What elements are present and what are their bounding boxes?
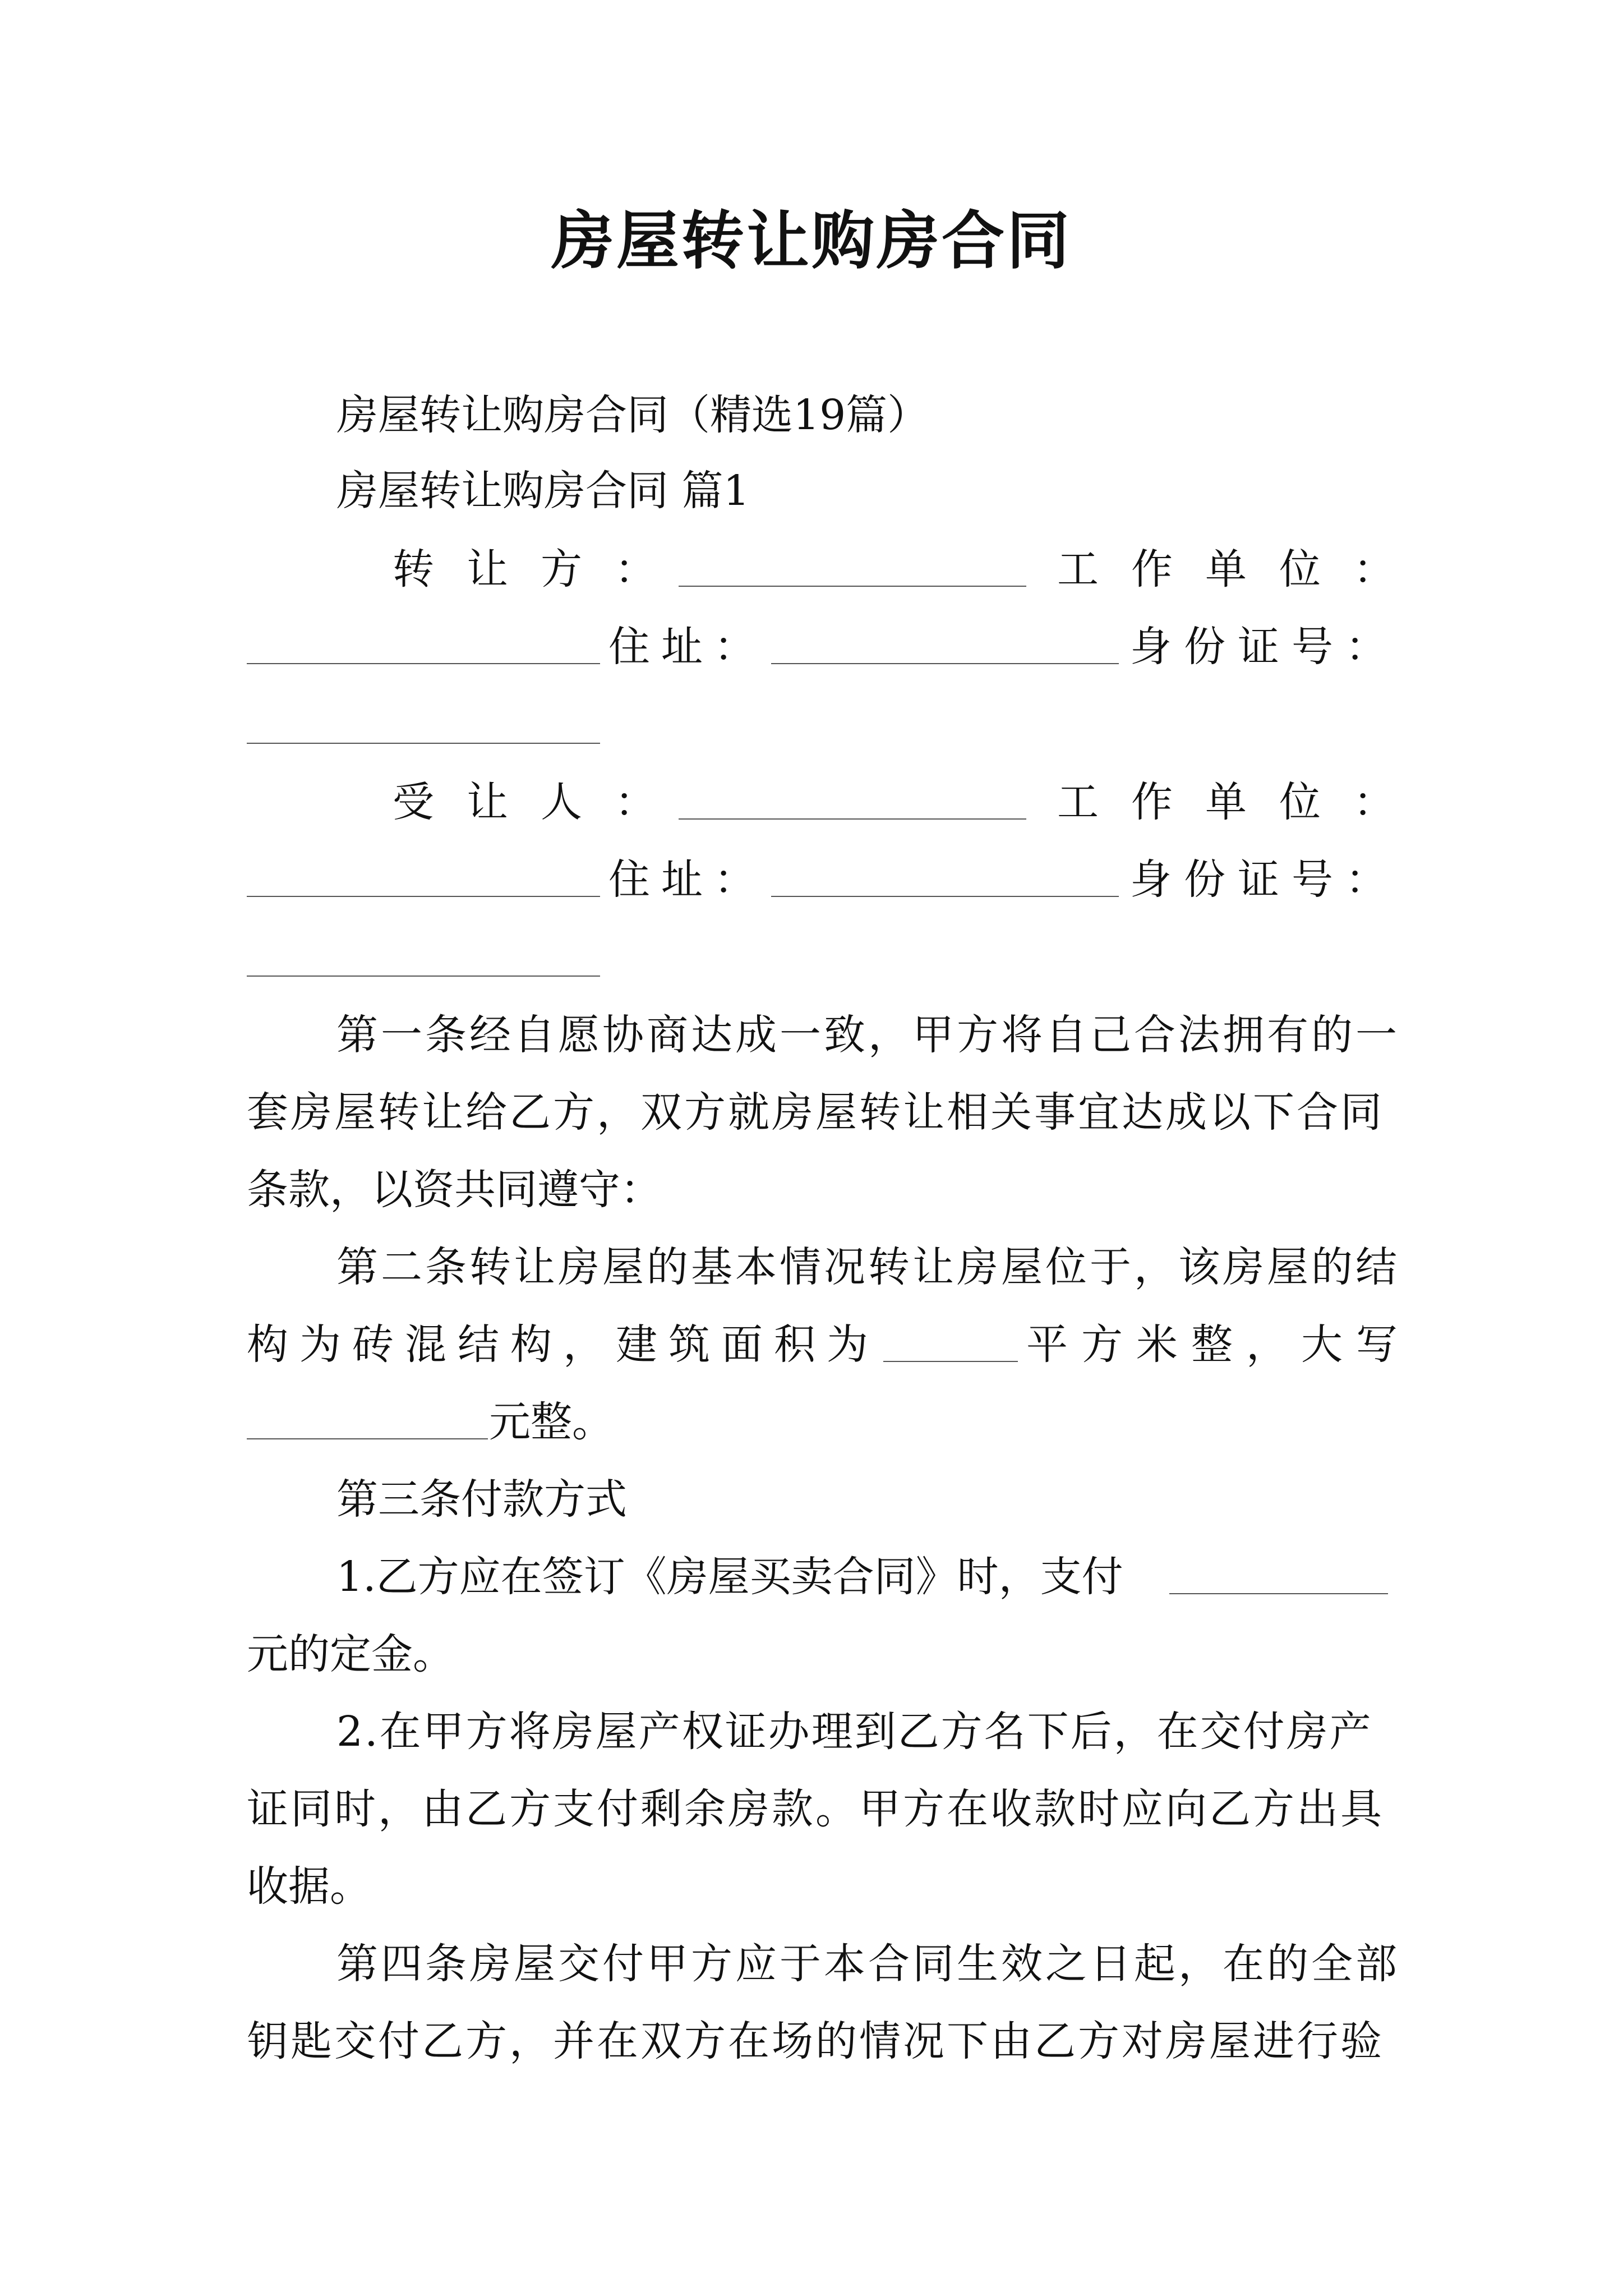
area-blank <box>883 1360 1018 1362</box>
transferor-id-label: 身份证号： <box>1130 623 1399 671</box>
article-4-line-1: 第四条房屋交付甲方应于本合同生效之日起，在的全部 <box>336 1940 1400 1988</box>
transferor-label: 转让方： <box>393 545 689 593</box>
transferor-name-blank <box>679 585 1026 587</box>
transferee-work-label: 工作单位： <box>1057 778 1427 826</box>
transferor-work-blank <box>247 662 600 664</box>
article-2-line-3: 元整。 <box>489 1398 614 1446</box>
article-3-heading: 第三条付款方式 <box>336 1475 627 1524</box>
transferee-address-label: 住址： <box>608 855 767 904</box>
article-3-p1b: 元的定金。 <box>247 1630 454 1678</box>
article-3-p2b: 证同时，由乙方支付剩余房款。甲方在收款时应向乙方出具 <box>247 1785 1384 1833</box>
article-2-line-1: 第二条转让房屋的基本情况转让房屋位于，该房屋的结 <box>336 1243 1400 1291</box>
article-3-p2a: 2.在甲方将房屋产权证办理到乙方名下后，在交付房产 <box>336 1708 1373 1756</box>
document-subtitle: 房屋转让购房合同（精选19篇） <box>336 391 929 439</box>
article-2-line-2b: 平方米整，大写 <box>1026 1320 1411 1369</box>
amount-words-blank <box>247 1437 488 1439</box>
deposit-blank <box>1169 1592 1388 1594</box>
article-1-line-1: 第一条经自愿协商达成一致，甲方将自己合法拥有的一 <box>336 1011 1400 1059</box>
section-heading: 房屋转让购房合同 篇1 <box>336 467 750 515</box>
article-3-p2c: 收据。 <box>247 1862 371 1911</box>
document-title: 房屋转让购房合同 <box>551 204 1072 278</box>
article-2-line-2a: 构为砖混结构，建筑面积为 <box>247 1320 879 1369</box>
transferee-id-blank <box>247 974 600 977</box>
transferee-address-blank <box>771 895 1119 897</box>
transferee-name-blank <box>679 817 1026 820</box>
transferee-id-label: 身份证号： <box>1130 855 1399 904</box>
article-1-line-2: 套房屋转让给乙方，双方就房屋转让相关事宜达成以下合同 <box>247 1088 1384 1137</box>
article-1-line-3: 条款，以资共同遵守： <box>247 1166 662 1214</box>
transferor-id-blank <box>247 742 600 744</box>
article-4-line-2: 钥匙交付乙方，并在双方在场的情况下由乙方对房屋进行验 <box>247 2017 1384 2065</box>
transferor-address-label: 住址： <box>608 623 767 671</box>
transferee-work-blank <box>247 895 600 897</box>
transferor-work-label: 工作单位： <box>1057 545 1427 593</box>
transferee-label: 受让人： <box>393 778 689 826</box>
article-3-p1a: 1.乙方应在签订《房屋买卖合同》时，支付 <box>336 1553 1123 1601</box>
transferor-address-blank <box>771 662 1119 664</box>
